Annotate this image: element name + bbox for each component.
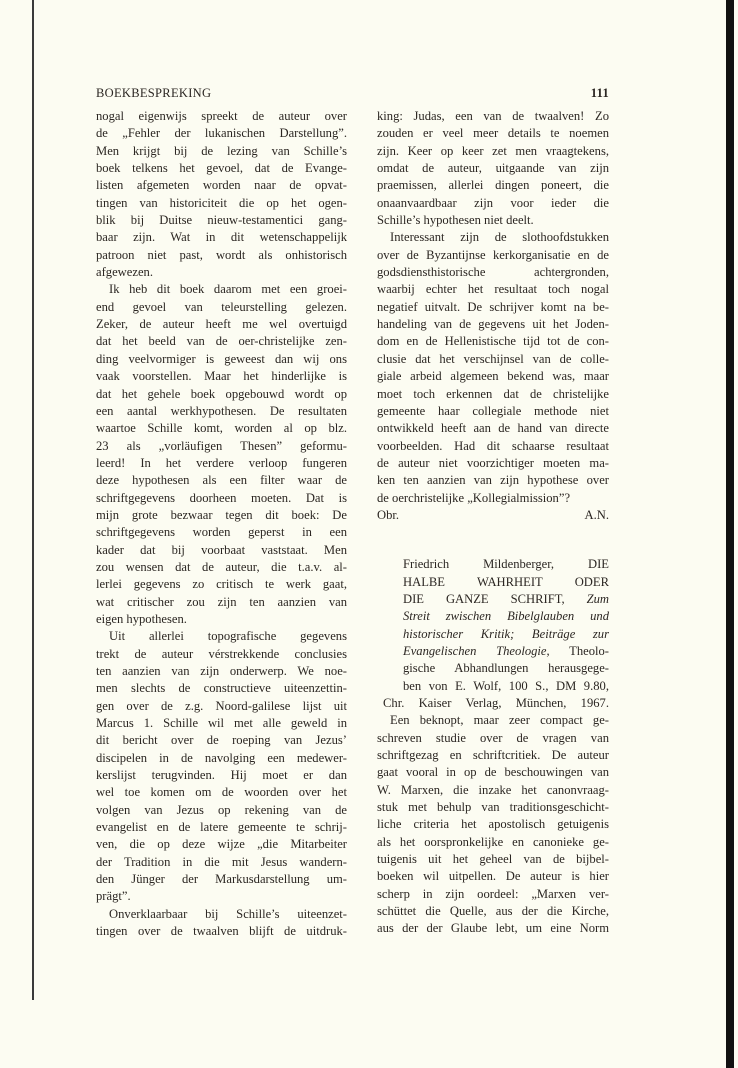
text-line: een aantal werkhypothesen. De resultaten [96,403,347,418]
text-line: boeken wil uitpellen. De auteur is hier [377,869,609,884]
paragraph [96,108,347,281]
text-line: godsdiensthistorische achtergronden, [377,265,609,280]
citation-line [403,608,609,625]
paragraph [377,108,609,229]
text-line: eigen hypothesen. [96,611,187,626]
section-gap [377,524,609,556]
running-head-title: BOEKBESPREKING [96,86,212,100]
text-line: ding veelvormiger is geweest dan wij ons [96,351,347,366]
text-line: liche criteria het apostolisch getuigenis [377,817,609,832]
text-line: schriftgezag en schriftcritiek. De auteur [377,748,609,763]
text-line: king: Judas, een van de twaalven! Zo [377,109,609,123]
citation-text: DIE GANZE SCHRIFT, [403,591,587,606]
text-line: dom en de Hellenistische tijd tot de con- [377,334,609,349]
text-line: praemissen, allerlei dingen poneert, die [377,178,609,193]
text-line: Interessant zijn de slothoofdstukken [390,230,609,245]
text-line: trekt de auteur vérstrekkende conclusies [96,646,347,661]
text-line: leerd! In het verdere verloop fungeren [96,455,347,470]
text-line: evangelist en de latere gemeente te schrij- [96,820,347,835]
text-line: Onverklaarbaar bij Schille’s uiteenzet- [109,906,347,921]
text-line: dat het gehele boek opgebouwd wordt op [96,386,347,401]
text-line: Uit allerlei topografische gegevens [109,629,347,644]
text-line: tingen over de twaalven blijft de uitdruk- [96,924,347,939]
text-line: Een beknopt, maar zeer compact ge- [390,713,609,728]
citation-line [403,678,609,695]
text-line: dit bericht over de roeping van Jezus’ [96,733,347,748]
citation-text: gische Abhandlungen herausgege- [403,661,609,676]
text-line: de oerchristelijke „Kollegialmission”? [377,490,571,505]
text-line: 23 als „vorläufigen Thesen” geformu- [96,438,347,453]
text-line: kerslijst terugvinden. Hij moet er dan [96,768,347,783]
page-number: 111 [590,86,609,100]
citation-line [403,660,609,677]
text-line: blik bij Duitse nieuw-testamentici gang- [96,213,347,228]
text-line: moet toch erkennen dat de christelijke [377,386,609,401]
citation-title-italic: Evangelischen Theologie, [403,643,550,658]
text-line: Zeker, de auteur heeft me wel overtuigd [96,317,347,332]
citation-text: Theolo- [549,643,609,658]
review-paragraph [377,712,609,937]
text-line: lerlei gegevens zo critisch te werk gaat, [96,577,347,592]
text-line: der Tradition in die mit Jesus wandern- [96,854,347,869]
text-line: listen afgemeten worden naar de opvat- [96,178,347,193]
text-line: handeling van de gegevens uit het Joden- [377,317,609,332]
text-line: giale arbeid algemeen bekend was, maar [377,369,609,384]
text-line: Ik heb dit boek daarom met een groei- [109,282,347,297]
text-line: ten aanzien van zijn onderwerp. We noe- [96,664,347,678]
text-line: nogal eigenwijs spreekt de auteur over [96,109,347,123]
text-line: over de Byzantijnse kerkorganisatie en de [377,247,609,262]
text-line: zouden er veel meer details te noemen [377,126,609,141]
text-line: schreven studie over de vragen van [377,730,609,745]
scan-edge-left [32,0,34,1000]
text-line: baar zijn. Wat in dit wetenschappelijk [96,230,347,245]
citation-line [403,556,609,573]
text-line: clusie dat het verschijnsel van de colle- [377,351,609,366]
text-line: discipelen in de navolging een medewer- [96,750,347,765]
text-line: aus der der Glaube lebt, um eine Norm [377,921,609,936]
text-line: wel toe komen om de woorden over het [96,785,347,800]
text-line: kader dat bij voorbaat vaststaat. Men [96,542,347,557]
text-line: ken ten aanzien van zijn hypothese over [377,473,609,488]
text-line: ontwikkeld heeft aan de hand van directe [377,421,609,436]
text-line: gaat vooral in op de beschouwingen van [377,765,609,780]
citation-title-italic: Streit zwischen Bibelglauben und [403,609,609,624]
text-line: W. Marxen, die inzake het canonvraag- [377,782,609,797]
text-line: schriftgegevens doorheen moeten. Dat is [96,490,347,505]
paragraph [377,229,609,507]
text-line: Schille’s hypothesen niet deelt. [377,213,534,228]
citation-line [403,574,609,591]
review-signature [377,507,609,524]
text-line: scherp in zijn oordeel: „Marxen ver- [377,886,609,901]
text-line: als het oorspronkelijke en canonieke ge- [377,834,609,849]
signature-left: Obr. [377,507,400,522]
text-line: ven, die op deze wijze „die Mitarbeiter [96,837,347,852]
text-line: schüttet die Quelle, aus der die Kirche, [377,904,609,919]
running-head [96,86,609,103]
scan-edge-right [726,0,734,1068]
citation-line [403,591,609,608]
text-line: omdat de auteur, uitgaande van zijn [377,161,609,176]
text-line: zijn. Keer op keer zet men vraagtekens, [377,143,609,158]
paragraph [96,281,347,628]
text-line: zou wensen dat de auteur, die t.a.v. al- [96,559,347,574]
text-line: tingen van historiciteit die op het ogen- [96,195,347,210]
text-line: boek telkens het gevoel, dat de Evange- [96,161,347,176]
paragraph [96,906,347,941]
text-line: voorbeelden. Had dit schaarse resultaat [377,438,609,453]
text-line: prägt”. [96,889,131,904]
text-line: negatief uitvalt. De schrijver komt na be- [377,299,609,314]
text-line: vaak voorstellen. Maar het hinderlijke is [96,369,347,384]
citation-text: ben von E. Wolf, 100 S., DM 9.80, [403,678,609,693]
right-column [377,108,609,938]
text-line: end gevoel van teleurstelling gelezen. [96,299,347,314]
text-line: men slechts de constructieve uiteenzettin- [96,681,347,696]
text-line: stuk met behulp van traditionsgeschicht- [377,800,609,815]
left-column [96,108,347,941]
signature-right: A.N. [584,507,609,522]
text-line: onaanvaardbaar zijn voor ieder die [377,195,609,210]
text-line: den Jünger der Markusdarstellung um- [96,872,347,887]
text-line: Men krijgt bij de lezing van Schille’s [96,143,347,158]
text-line: volgen van Jezus op rekening van de [96,802,347,817]
citation-line [383,695,609,712]
text-line: dat het beeld van de oer-christelijke zen- [96,334,347,349]
text-line: waarbij echter het resultaat toch nogal [377,282,609,297]
text-line: schriftgegevens worden geperst in een [96,525,347,540]
text-line: gemeente haar collegiale methode niet [377,403,609,418]
text-line: gen over de z.g. Noord-galilese lijst uit [96,698,347,713]
text-line: deze hypothesen als een filter waar de [96,473,347,488]
text-line: waartoe Schille komt, worden al op blz. [96,421,347,436]
text-line: wat critischer zou zijn ten aanzien van [96,594,347,609]
text-line: tuigenis uit het geheel van de bijbel- [377,852,609,867]
book-entry-citation [377,556,609,712]
text-line: de „Fehler der lukanischen Darstellung”. [96,126,347,141]
text-line: mijn grote bezwaar tegen dit boek: De [96,507,347,522]
citation-title-italic: historischer Kritik; Beiträge zur [403,626,609,641]
right-column-paragraphs [377,108,609,507]
text-line: Marcus 1. Schille wil met alle geweld in [96,716,347,731]
citation-text: HALBE WAHRHEIT ODER [403,574,609,589]
citation-line [403,626,609,643]
citation-title-italic: Zum [586,591,609,606]
citation-text: Chr. Kaiser Verlag, München, 1967. [383,696,609,710]
text-line: afgewezen. [96,265,153,280]
paragraph [96,628,347,906]
text-line: de auteur niet voorzichtiger moeten ma- [377,455,609,470]
citation-text: Friedrich Mildenberger, DIE [403,557,609,572]
citation-line [403,643,609,660]
text-line: patroon niet past, wordt als onhistorisch [96,247,347,262]
